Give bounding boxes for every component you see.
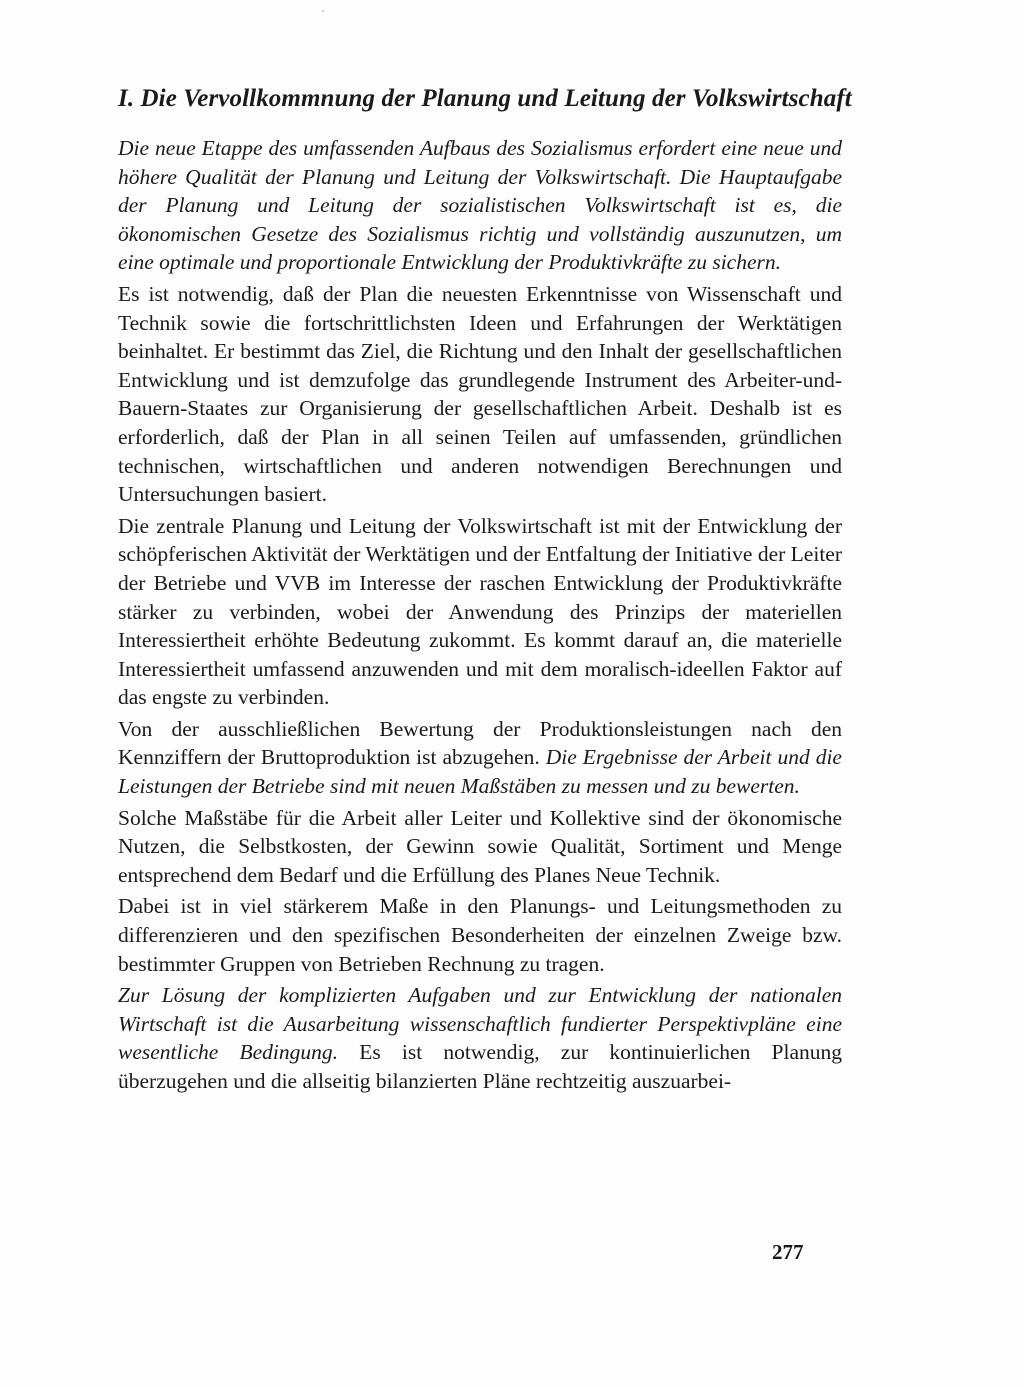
paragraph-5 — [118, 804, 842, 890]
paragraph-4-text-a: Von der ausschließlichen Bewertung der Produktionsleistungen nach den Kennziffern der Bruttoproduktion ist abzugehen. — [118, 716, 842, 770]
paragraph-7-text-a: Zur Lösung der komplizierten Aufgaben und zur Entwicklung der nationalen Wirtschaft ist die Ausarbeitung wissenschaftlich fundierter Perspektivpläne eine wesentliche Bedingung. — [118, 983, 842, 1065]
paragraph-1-text: Die neue Etappe des umfassenden Aufbaus des Sozialismus erfordert eine neue und höhere Qualität der Planung und Leitung der Volkswirtschaft. Die Hauptaufgabe der Planung und Leitung der sozialistischen Volkswirtschaft ist es, die ökonomischen Gesetze des Sozialismus richtig und vollständig auszunutzen, um eine optimale und proportionale Entwicklung der Produktivkräfte zu sichern. — [118, 136, 842, 275]
page-number: 277 — [772, 1240, 804, 1264]
paragraph-6 — [118, 892, 842, 978]
paragraph-5-text: Solche Maßstäbe für die Arbeit aller Leiter und Kollektive sind der ökonomische Nutzen, die Selbstkosten, der Gewinn sowie Qualität, Sortiment und Menge entsprechend dem Bedarf und die Erfüllung des Planes Neue Technik. — [118, 805, 842, 887]
section-heading: I. Die Vervollkommnung der Planung und Leitung der Volkswirtschaft — [118, 85, 852, 112]
paragraph-3 — [118, 512, 842, 712]
paragraph-4 — [118, 715, 842, 801]
paragraph-2-text: Es ist notwendig, daß der Plan die neuesten Erkenntnisse von Wissenschaft und Technik sowie die fortschrittlichsten Ideen und Erfahrungen der Werktätigen beinhaltet. Er bestimmt das Ziel, die Richtung und den Inhalt der gesellschaftlichen Entwicklung und ist demzufolge das grundlegende Instrument des Arbeiter-und-Bauern-Staates zur Organisierung der gesellschaftlichen Arbeit. Deshalb ist es erforderlich, daß der Plan in all seinen Teilen auf umfassenden, gründlichen technischen, wirtschaftlichen und anderen notwendigen Berechnungen und Untersuchungen basiert. — [118, 281, 842, 507]
paragraph-1 — [118, 134, 842, 277]
body-text — [118, 82, 852, 1099]
paragraph-7 — [118, 981, 842, 1095]
paragraph-4-text-b: Die Ergebnisse der Arbeit und die Leistungen der Betriebe sind mit neuen Maßstäben zu messen und zu bewerten. — [118, 745, 842, 799]
paper-speck — [322, 10, 324, 12]
paragraph-3-text: Die zentrale Planung und Leitung der Volkswirtschaft ist mit der Entwicklung der schöpferischen Aktivität der Werktätigen und der Entfaltung der Initiative der Leiter der Betriebe und VVB im Interesse der raschen Entwicklung der Produktivkräfte stärker zu verbinden, wobei der Anwendung des Prinzips der materiellen Interessiertheit erhöhte Bedeutung zukommt. Es kommt darauf an, die materielle Interessiertheit umfassend anzuwenden und mit dem moralisch-ideellen Faktor auf das engste zu verbinden. — [118, 513, 842, 710]
paragraph-7-text-b: Es ist notwendig, zur kontinuierlichen Planung überzugehen und die allseitig bilanzierten Pläne rechtzeitig auszuarbei- — [118, 1040, 842, 1093]
paragraph-6-text: Dabei ist in viel stärkerem Maße in den Planungs- und Leitungsmethoden zu differenzieren und den spezifischen Besonderheiten der einzelnen Zweige bzw. bestimmter Gruppen von Betrieben Rechnung zu tragen. — [118, 894, 842, 976]
paragraph-2 — [118, 280, 842, 509]
